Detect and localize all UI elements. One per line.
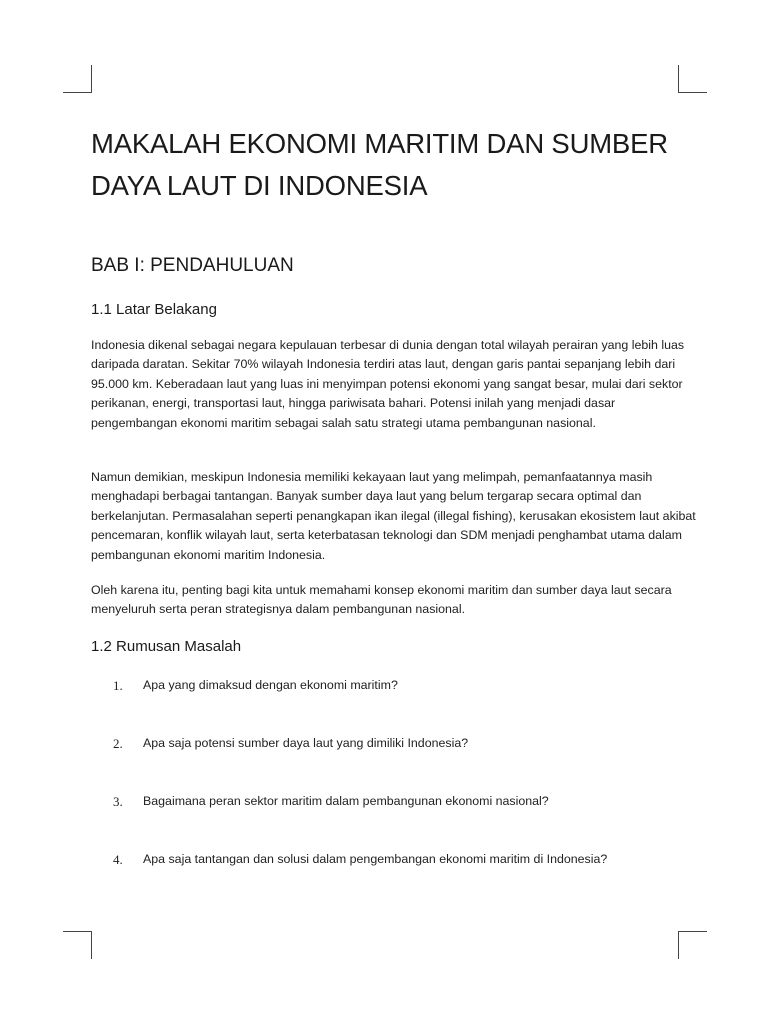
- list-item-text: Apa yang dimaksud dengan ekonomi maritim?: [143, 678, 398, 692]
- section-heading-latar-belakang: 1.1 Latar Belakang: [91, 301, 217, 318]
- crop-mark-bottom-right: [678, 931, 707, 959]
- document-title: MAKALAH EKONOMI MARITIM DAN SUMBER DAYA LAUT DI INDONESIA: [91, 128, 668, 201]
- page-content: [91, 123, 701, 867]
- list-item-number: 4.: [113, 852, 123, 867]
- list-item-number: 1.: [113, 678, 123, 693]
- list-item-number: 3.: [113, 794, 123, 809]
- list-item-text: Bagaimana peran sektor maritim dalam pembangunan ekonomi nasional?: [143, 794, 549, 808]
- list-item-text: Apa saja potensi sumber daya laut yang dimiliki Indonesia?: [143, 736, 469, 750]
- crop-mark-top-right: [678, 65, 707, 93]
- crop-mark-bottom-left: [63, 931, 92, 959]
- paragraph-1: Indonesia dikenal sebagai negara kepulauan terbesar di dunia dengan total wilayah perairan yang lebih luas daripada daratan. Sekitar 70% wilayah Indonesia terdiri atas laut, dengan garis pantai sepanjang lebih dari 95.000 km. Keberadaan laut yang luas ini menyimpan potensi ekonomi yang sangat besar, mulai dari sektor perikanan, energi, transportasi laut, hingga pariwisata bahari. Potensi inilah yang menjadi dasar pengembangan ekonomi maritim sebagai salah satu strategi utama pembangunan nasional.: [91, 338, 685, 430]
- list-item-text: Apa saja tantangan dan solusi dalam pengembangan ekonomi maritim di Indonesia?: [143, 852, 608, 866]
- chapter-heading: BAB I: PENDAHULUAN: [91, 255, 294, 276]
- paragraph-3: Oleh karena itu, penting bagi kita untuk memahami konsep ekonomi maritim dan sumber daya laut secara menyeluruh serta peran strategisnya dalam pembangunan nasional.: [91, 583, 672, 617]
- list-item-number: 2.: [113, 736, 123, 751]
- crop-mark-top-left: [63, 65, 92, 93]
- paragraph-2: Namun demikian, meskipun Indonesia memiliki kekayaan laut yang melimpah, pemanfaatannya masih menghadapi berbagai tantangan. Banyak sumber daya laut yang belum tergarap secara optimal dan berkelanjutan. Permasalahan seperti penangkapan ikan ilegal (illegal fishing), kerusakan ekosistem laut akibat pencemaran, konflik wilayah laut, serta keterbatasan teknologi dan SDM menjadi penghambat utama dalam pembangunan ekonomi maritim Indonesia.: [91, 470, 696, 562]
- section-heading-rumusan-masalah: 1.2 Rumusan Masalah: [91, 638, 242, 655]
